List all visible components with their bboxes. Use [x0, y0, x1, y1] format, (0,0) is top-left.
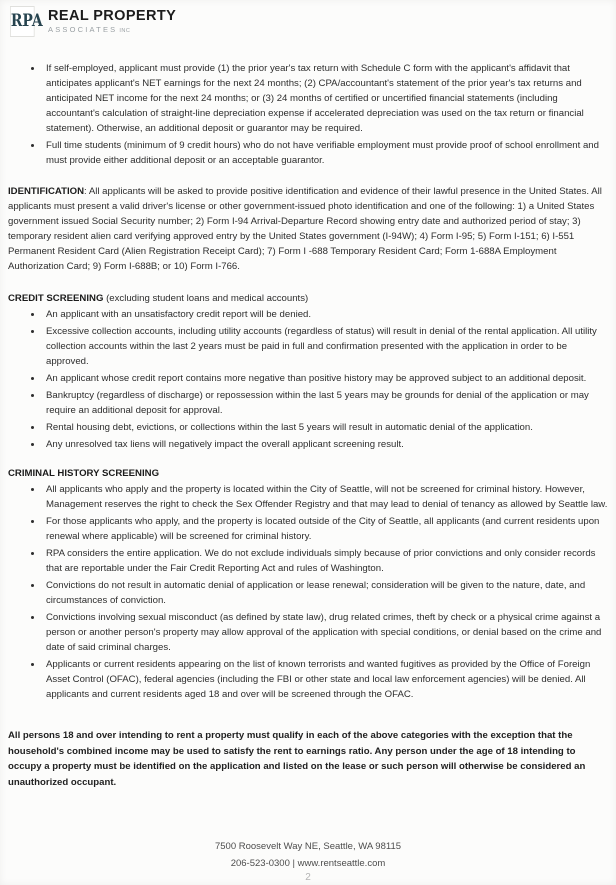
identification-body: : All applicants will be asked to provide positive identification and evidence of their lawful presence in the United States. All applicants must present a valid driver's license or other government-issued photo identification and one of the following: 1) a United States government issued Social Security number; 2) Form I-94 Arrival-Departure Record showing entry date and authorized period of stay; 3) temporary resident alien card verifying approved entry by the United States government (I-94W); 4) Form I-95; 5) Form I-151; 6) I-551 Permanent Resident Card (Alien Registration Receipt Card); 7) Form I -688 Temporary Resident Card; Form 1-688A Employment Authorization Card; 9) Form I-688B; or 10) Form I-766. [8, 186, 602, 272]
list-item [30, 437, 608, 452]
identification-section [8, 184, 608, 274]
list-item [30, 482, 608, 512]
credit-heading-note: (excluding student loans and medical accounts) [103, 293, 309, 304]
footer-address: 7500 Roosevelt Way NE, Seattle, WA 98115 [214, 841, 402, 852]
list-item [30, 388, 608, 418]
bullet-text: An applicant with an unsatisfactory credit report will be denied. [46, 309, 312, 320]
bullet-icon [30, 61, 46, 136]
bullet-icon [30, 437, 46, 452]
list-item [30, 610, 608, 655]
credit-bullet-list [30, 307, 608, 454]
bullet-icon [30, 138, 46, 168]
list-item [30, 657, 608, 702]
page-number: 2 [305, 872, 311, 883]
subtitle-text: ASSOCIATES [48, 25, 118, 34]
footer-website: www.rentseattle.com [297, 858, 386, 869]
closing-paragraph: All persons 18 and over intending to rent a property must qualify in each of the above categories with the exception that the household's combined income may be used to satisfy the rent to earnings ratio. Any person under the age of 18 intending to occupy a property must be identified on the application and listed on the lease or such person will otherwise be considered an unauthorized occupant. [8, 730, 586, 788]
footer-phone: 206-523-0300 [230, 858, 290, 869]
list-item [30, 307, 608, 322]
bullet-text: All applicants who apply and the property is located within the City of Seattle, will not be screened for criminal history. However, Management reserves the right to check the Sex Offender Registry and that may lead to denial of tenancy as allowed by Seattle law. [46, 484, 608, 510]
logo-text [48, 9, 176, 36]
intro-bullet-list [30, 61, 608, 170]
list-item [30, 578, 608, 608]
bullet-text: Applicants or current residents appearing on the list of known terrorists and wanted fugitives as provided by the Office of Foreign Asset Control (OFAC), federal agencies (including the FBI or other state and local law enforcement agencies) will be denied. All applicants and current residents aged 18 and over will be screened through the OFAC. [46, 659, 591, 700]
page-footer [8, 838, 608, 885]
subtitle-suffix: INC [119, 28, 131, 34]
list-item [30, 546, 608, 576]
list-item [30, 61, 608, 136]
bullet-icon [30, 388, 46, 418]
bullet-text: RPA considers the entire application. We do not exclude individuals simply because of prior convictions and only consider records that are reportable under the Fair Credit Reporting Act and rules of Washington. [46, 548, 596, 574]
credit-screening-heading [8, 291, 608, 306]
bullet-icon [30, 578, 46, 608]
bullet-icon [30, 482, 46, 512]
list-item [30, 138, 608, 168]
list-item [30, 371, 608, 386]
criminal-heading-text: CRIMINAL HISTORY SCREENING [8, 468, 160, 479]
bullet-icon [30, 420, 46, 435]
bullet-text: Excessive collection accounts, including utility accounts (regardless of status) will result in denial of the rental application. All utility collection accounts within the last 2 years must be paid in full and confirmation presented with the application in order to be approved. [46, 326, 597, 367]
bullet-icon [30, 324, 46, 369]
footer-separator: | [289, 858, 298, 869]
company-logo [8, 6, 608, 44]
company-name: REAL PROPERTY [48, 8, 177, 24]
bullet-text: Convictions involving sexual misconduct (as defined by state law), drug related crimes, theft by check or a physical crime against a person or another person's property may allow approval of the application with special conditions, or denial based on the crime and date of said criminal charges. [46, 612, 602, 653]
list-item [30, 420, 608, 435]
bullet-text: Any unresolved tax liens will negatively impact the overall applicant screening result. [46, 439, 404, 450]
identification-heading: IDENTIFICATION [8, 186, 85, 197]
bullet-icon [30, 514, 46, 544]
footer-contact-line [8, 855, 608, 872]
bullet-icon [30, 657, 46, 702]
credit-heading-text: CREDIT SCREENING [8, 293, 104, 304]
bullet-icon [30, 610, 46, 655]
bullet-icon [30, 546, 46, 576]
rpa-logo-icon: RPA [10, 6, 35, 37]
bullet-text: Convictions do not result in automatic denial of application or lease renewal; consideration will be given to the nature, date, and circumstances of conviction. [46, 580, 586, 606]
bullet-text: Bankruptcy (regardless of discharge) or repossession within the last 5 years may be grounds for denial of the application or may require an additional deposit for approval. [46, 390, 589, 416]
bullet-icon [30, 371, 46, 386]
list-item [30, 514, 608, 544]
bullet-text: An applicant whose credit report contains more negative than positive history may be approved subject to an additional deposit. [46, 373, 587, 384]
bullet-icon [30, 307, 46, 322]
bullet-text: Full time students (minimum of 9 credit hours) who do not have verifiable employment must provide proof of school enrollment and must provide either additional deposit or an acceptable guarantor. [46, 140, 599, 166]
list-item [30, 324, 608, 369]
company-subtitle [48, 25, 176, 36]
bullet-text: If self-employed, applicant must provide (1) the prior year's tax return with Schedule C form with the applicant's affidavit that anticipates applicant's NET earnings for the next 24 months; (2) CPA/accountant's statement of the prior year's tax returns and anticipated NET income for the next 24 months; or (3) 24 months of certified or uncertified financial statements (including accountant's calculation of straight-line depreciation expense if accelerated depreciation was used on the tax return or financial statement). Otherwise, an additional deposit or guarantor may be required. [46, 63, 584, 134]
bullet-text: For those applicants who apply, and the property is located outside of the City of Seattle, all applicants (and current residents upon renewal where applicable) will be screened for criminal history. [46, 516, 600, 542]
criminal-history-heading [8, 466, 608, 481]
criminal-bullet-list [30, 482, 608, 704]
bullet-text: Rental housing debt, evictions, or collections within the last 5 years will result in automatic denial of the application. [46, 422, 533, 433]
